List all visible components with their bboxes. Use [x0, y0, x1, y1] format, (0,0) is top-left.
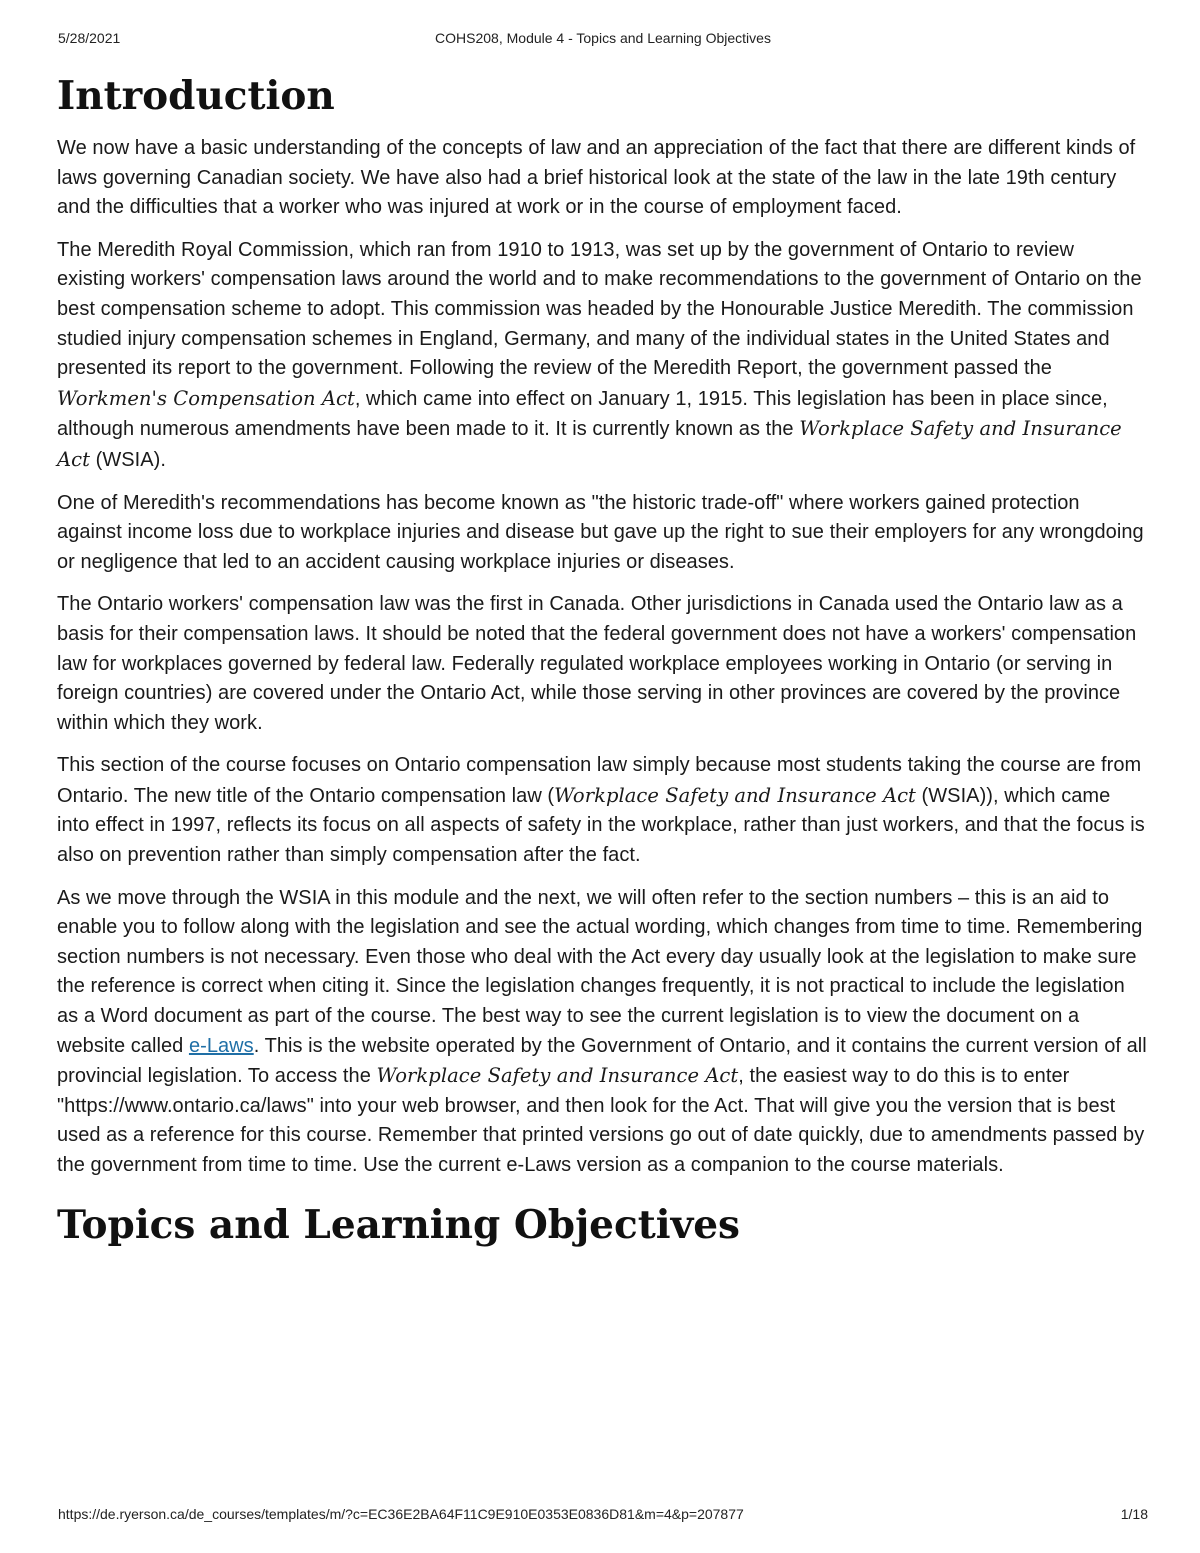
wsia-title: Workplace Safety and Insurance Act [554, 783, 916, 807]
intro-paragraph-5 [57, 751, 1147, 870]
p4-text: The Ontario workers' compensation law was the first in Canada. Other jurisdictions in Canada used the Ontario law as a basis for their compensation laws. It should be noted that the federal government does not have a workers' compensation law for workplaces governed by federal law. Federally regulated workplace employees working in Ontario (or serving in foreign countries) are covered under the Ontario Act, while those serving in other provinces are covered by the province within which they work. [57, 593, 1137, 734]
print-footer [58, 1506, 1148, 1526]
wsia-title: Workplace Safety and Insurance Act [57, 417, 1122, 471]
p2-text-c: (WSIA). [90, 448, 166, 471]
intro-paragraph-1 [57, 134, 1147, 223]
wsia-title: Workplace Safety and Insurance Act [376, 1064, 739, 1088]
page-number: 1/18 [1120, 1506, 1148, 1522]
p5-text-a: This section of the course focuses on Ontario compensation law simply because most students taking the course are from Ontario. The new title of the Ontario compensation law ( [57, 754, 1142, 807]
p1-text: We now have a basic understanding of the concepts of law and an appreciation of the fact that there are different kinds of laws governing Canadian society. We have also had a brief historical look at the state of the law in the late 19th century and the difficulties that a worker who was injured at work or in the course of employment faced. [57, 137, 1136, 219]
p3-text: One of Meredith's recommendations has become known as "the historic trade-off" where workers gained protection against income loss due to workplace injuries and disease but gave up the right to sue their employers for any wrongdoing or negligence that led to an accident causing workplace injuries or diseases. [57, 491, 1144, 573]
topics-heading: Topics and Learning Objectives [57, 1201, 740, 1248]
p6-text-c: , the easiest way to do this is to enter "https://www.ontario.ca/laws" into your web browser, and then look for the Act. That will give you the version that is best used as a reference for this course. Remember that printed versions go out of date quickly, due to amendments passed by the government from time to time. Use the current e-Laws version as a companion to the course materials. [57, 1065, 1145, 1176]
introduction-heading: Introduction [57, 73, 335, 119]
p2-text-b: , which came into effect on January 1, 1915. This legislation has been in place since, although numerous amendments have been made to it. It is currently known as the [57, 387, 1108, 441]
print-header [58, 30, 1148, 50]
p6-text-a: As we move through the WSIA in this module and the next, we will often refer to the section numbers – this is an aid to enable you to follow along with the legislation and see the actual wording, which changes from time to time. Remembering section numbers is not necessary. Even those who deal with the Act every day usually look at the legislation to make sure the reference is correct when citing it. Since the legislation changes frequently, it is not practical to include the legislation as a Word document as part of the course. The best way to see the current legislation is to view the document on a website called [57, 886, 1143, 1057]
main-content [57, 70, 1147, 1251]
intro-paragraph-4 [57, 590, 1147, 738]
workmens-compensation-act-title: Workmen's Compensation Act [57, 386, 355, 410]
p5-text-b: (WSIA)), which came into effect in 1997, reflects its focus on all aspects of safety in the workplace, rather than just workers, and that the focus is also on prevention rather than simply compensation after the fact. [57, 784, 1145, 867]
print-doc-title: COHS208, Module 4 - Topics and Learning Objectives [435, 30, 771, 46]
intro-paragraph-2 [57, 236, 1147, 476]
print-date: 5/28/2021 [58, 30, 121, 46]
p6-text-b: . This is the website operated by the Government of Ontario, and it contains the current version of all provincial legislation. To access the [57, 1034, 1147, 1088]
intro-paragraph-3 [57, 489, 1147, 578]
e-laws-link[interactable]: e-Laws [188, 1034, 254, 1057]
p2-text-a: The Meredith Royal Commission, which ran from 1910 to 1913, was set up by the government of Ontario to review existing workers' compensation laws around the world and to make recommendations to the government of Ontario on the best compensation scheme to adopt. This commission was headed by the Honourable Justice Meredith. The commission studied injury compensation schemes in England, Germany, and many of the individual states in the United States and presented its report to the government. Following the review of the Meredith Report, the government passed the [57, 238, 1142, 380]
print-url: https://de.ryerson.ca/de_courses/templates/m/?c=EC36E2BA64F11C9E910E0353E0836D81&m=4&p=207877 [58, 1506, 744, 1522]
intro-paragraph-6 [57, 884, 1147, 1181]
